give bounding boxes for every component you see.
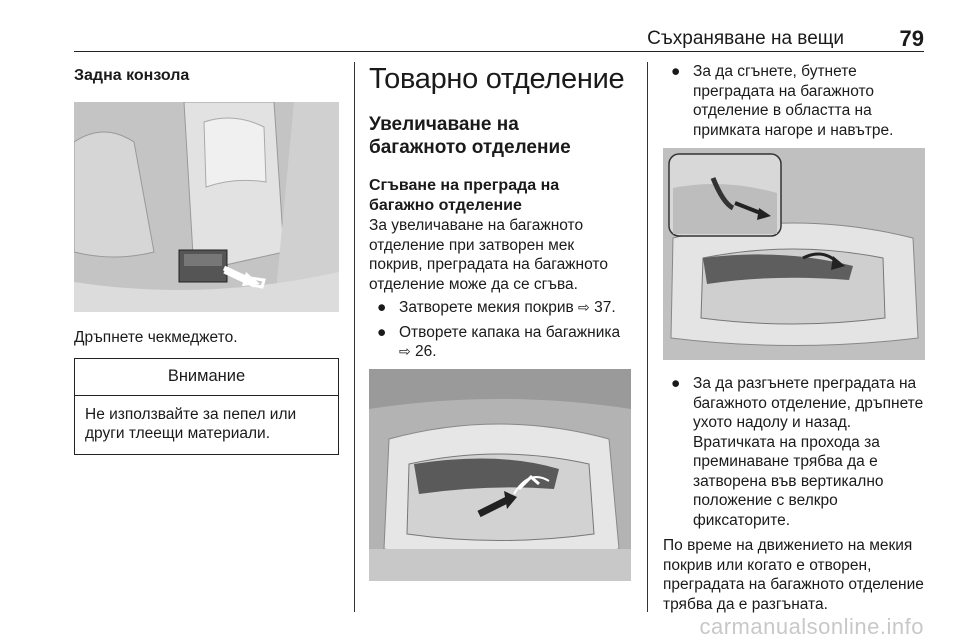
right-column (663, 62, 925, 614)
bullet-dot: ● (671, 63, 681, 80)
list-item (663, 374, 925, 530)
xref-page[interactable]: 26. (415, 343, 437, 360)
warning-text: Не използвайте за пепел или други тлеещи материали. (85, 405, 297, 442)
column-divider-1 (354, 62, 355, 612)
bullet-dot: ● (377, 323, 387, 341)
fold-bullets (663, 62, 925, 140)
header-title: Съхраняване на вещи (647, 28, 844, 49)
cargo-title: Товарно отделение (369, 63, 625, 95)
list-item (369, 298, 631, 318)
middle-column (369, 62, 631, 581)
warning-box (74, 358, 339, 455)
bullet-text: Затворете мекия покрив (399, 299, 574, 316)
prep-bullets (369, 298, 631, 362)
xref-page[interactable]: 37. (594, 299, 616, 316)
roof-note-text: По време на движението на мекия покрив или когато е отворен, преградата на багажното отделение трябва да е разгъната. (663, 537, 924, 613)
list-item (369, 323, 631, 362)
column-divider-2 (647, 62, 648, 612)
bullet-text: За да разгънете преградата на багажното отделение, дръпнете ухото надолу и назад. Вратичката на прохода за преминаване трябва да е затворена във вертикално положение с велкро фиксаторите. (693, 375, 924, 529)
header-rule (74, 51, 924, 52)
enlarge-subtitle: Увеличаване на багажното отделение (369, 114, 571, 158)
trunk-fold-figure (369, 369, 631, 581)
partition-loop-figure (663, 148, 925, 360)
partition-loop-drawing (663, 148, 925, 360)
warning-title: Внимание (75, 359, 338, 396)
xref-arrow-icon: ⇨ (578, 299, 590, 315)
rear-console-drawing (74, 102, 339, 312)
page-number: 79 (899, 26, 924, 51)
bullet-text: Отворете капака на багажника (399, 323, 621, 341)
fold-intro-text: За увеличаване на багажното отделение при затворен мек покрив, преградата на багажното отделение може да се сгъва. (369, 217, 608, 293)
unfold-bullets (663, 374, 925, 530)
bullet-text: За да сгънете, бутнете преградата на багажното отделение в областта на примката нагоре и навътре. (693, 63, 894, 139)
left-column (74, 62, 339, 455)
bullet-dot: ● (377, 299, 387, 316)
trunk-fold-drawing (369, 369, 631, 581)
figure-caption: Дръпнете чекмеджето. (74, 329, 238, 346)
rear-console-figure (74, 102, 339, 312)
xref-arrow-icon: ⇨ (399, 343, 411, 359)
bullet-dot: ● (671, 375, 681, 392)
fold-section-heading: Сгъване на преграда на багажно отделение (369, 177, 560, 214)
list-item (663, 62, 925, 140)
watermark: carmanualsonline.info (699, 614, 924, 639)
rear-console-heading: Задна конзола (74, 67, 190, 84)
